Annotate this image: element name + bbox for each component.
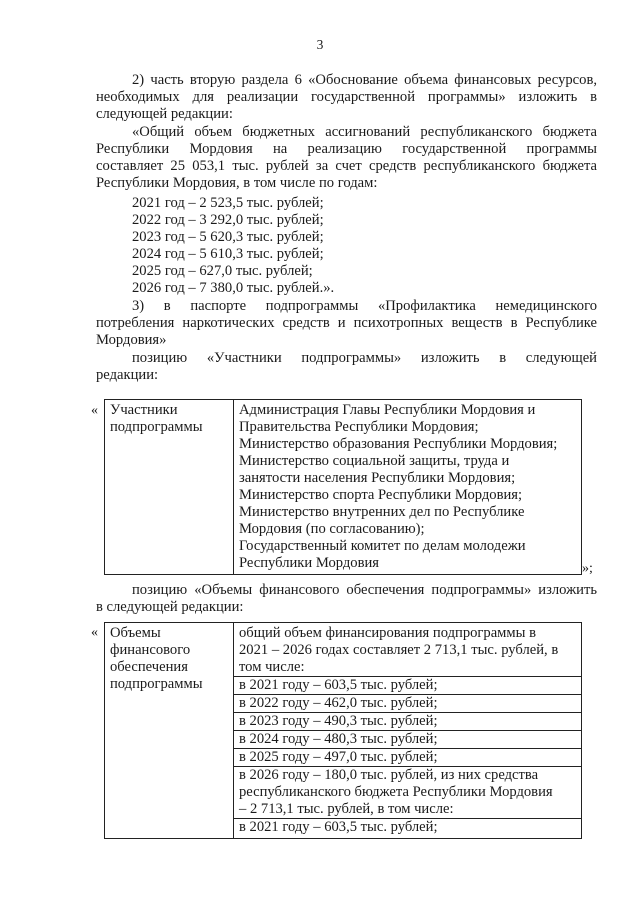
position-2-line: в следующей редакции: — [96, 599, 244, 615]
position-1-line: редакции: — [96, 367, 159, 383]
value-line: в 2026 году – 180,0 тыс. рублей, из них средства — [234, 766, 581, 784]
value-line: Министерство спорта Республики Мордовия; — [239, 487, 523, 503]
label-line: Объемы — [110, 625, 161, 641]
value-line: том числе: — [239, 659, 305, 675]
year-line: 2022 год – 3 292,0 тыс. рублей; — [132, 212, 324, 228]
value-line: в 2023 году – 490,3 тыс. рублей; — [234, 712, 581, 730]
year-line: 2021 год – 2 523,5 тыс. рублей; — [132, 195, 324, 211]
value-line: в 2024 году – 480,3 тыс. рублей; — [234, 730, 581, 748]
value-line: занятости населения Республики Мордовия; — [239, 470, 516, 486]
item-3-line: потребления наркотических средств и психотропных веществ в Республике — [96, 315, 597, 331]
label-line: финансового — [110, 642, 191, 658]
value-line: – 2 713,1 тыс. рублей, в том числе: — [239, 801, 454, 817]
item-2-line: 2) часть вторую раздела 6 «Обоснование объема финансовых ресурсов, — [132, 72, 597, 88]
position-1-line: позицию «Участники подпрограммы» изложить в следующей — [132, 350, 597, 366]
value-line: в 2025 году – 497,0 тыс. рублей; — [234, 748, 581, 766]
value-line: 2021 – 2026 годах составляет 2 713,1 тыс. рублей, в — [239, 642, 559, 658]
value-line: общий объем финансирования подпрограммы в — [239, 625, 536, 641]
value-line: в 2021 году – 603,5 тыс. рублей; — [234, 818, 581, 836]
item-3-line: 3) в паспорте подпрограммы «Профилактика немедицинского — [132, 298, 597, 314]
funding-table — [104, 622, 582, 839]
funding-value-cell — [234, 623, 582, 839]
years-list — [96, 195, 597, 297]
participants-label-cell — [105, 400, 234, 575]
item-2-line: необходимых для реализации государственной программы» изложить в — [96, 89, 597, 105]
quote-line: Республики Мордовия, в том числе по годам: — [96, 175, 378, 191]
item-2-paragraph — [96, 72, 597, 123]
year-line: 2026 год – 7 380,0 тыс. рублей.». — [132, 280, 335, 296]
label-line: подпрограммы — [110, 676, 203, 692]
table-2-open-quote: « — [91, 625, 98, 640]
position-2-line: позицию «Объемы финансового обеспечения подпрограммы» изложить — [132, 582, 597, 598]
item-2-line: следующей редакции: — [96, 106, 233, 122]
value-line: Министерство социальной защиты, труда и — [239, 453, 510, 469]
label-line: Участники — [110, 402, 178, 418]
value-line: Администрация Главы Республики Мордовия и — [239, 402, 536, 418]
label-line: обеспечения — [110, 659, 188, 675]
value-line: Государственный комитет по делам молодежи — [239, 538, 526, 554]
item-3-paragraph — [96, 298, 597, 349]
quote-line: Республики Мордовия на реализацию государственной программы — [96, 141, 597, 157]
label-line: подпрограммы — [110, 419, 203, 435]
participants-value-cell — [234, 400, 582, 575]
page-number: 3 — [316, 37, 324, 52]
quote-line: составляет 25 053,1 тыс. рублей за счет средств республиканского бюджета — [96, 158, 597, 174]
participants-table — [104, 399, 582, 575]
funding-label-cell — [105, 623, 234, 839]
item-3-line: Мордовия» — [96, 332, 167, 348]
table-1-close-quote: »; — [582, 561, 593, 576]
value-line: в 2021 году – 603,5 тыс. рублей; — [234, 676, 581, 694]
year-line: 2024 год – 5 610,3 тыс. рублей; — [132, 246, 324, 262]
table-1-open-quote: « — [91, 403, 98, 418]
year-line: 2023 год – 5 620,3 тыс. рублей; — [132, 229, 324, 245]
quote-line: «Общий объем бюджетных ассигнований республиканского бюджета — [132, 124, 597, 140]
value-line: Мордовия (по согласованию); — [239, 521, 425, 537]
value-line: в 2022 году – 462,0 тыс. рублей; — [234, 694, 581, 712]
position-2-paragraph — [96, 582, 597, 616]
value-line: Министерство внутренних дел по Республике — [239, 504, 525, 520]
value-line: Министерство образования Республики Мордовия; — [239, 436, 558, 452]
value-line: Республики Мордовия — [239, 555, 380, 571]
year-line: 2025 год – 627,0 тыс. рублей; — [132, 263, 313, 279]
quote-paragraph — [96, 124, 597, 192]
table-row — [105, 623, 582, 839]
value-line: республиканского бюджета Республики Мордовия — [239, 784, 553, 800]
value-line: Правительства Республики Мордовия; — [239, 419, 479, 435]
position-1-paragraph — [96, 350, 597, 384]
table-row — [105, 400, 582, 575]
